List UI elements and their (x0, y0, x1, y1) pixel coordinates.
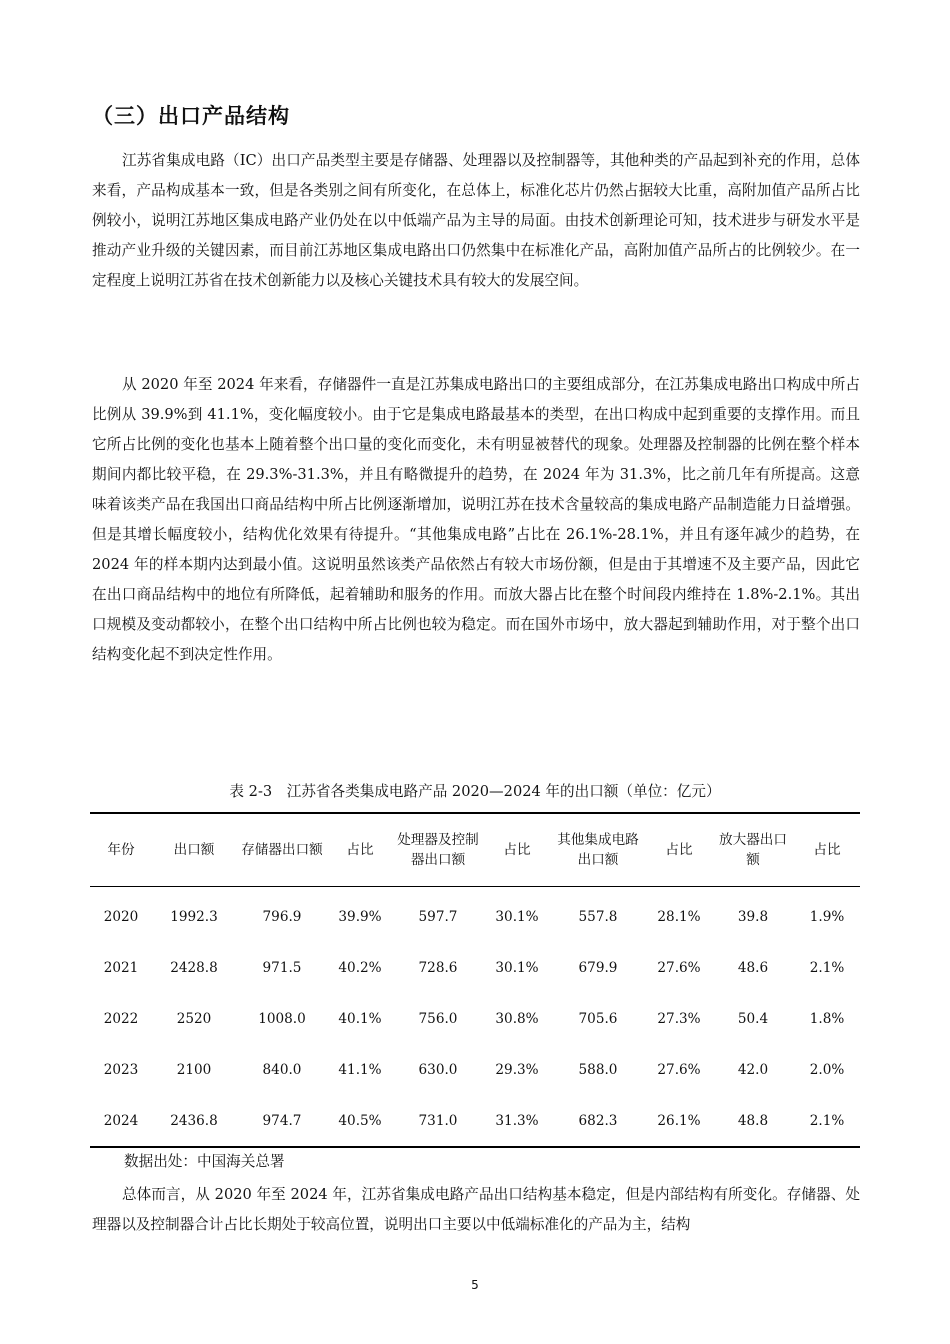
table-cell: 2022 (103, 1010, 139, 1027)
table-cell: 630.0 (418, 1061, 458, 1078)
table-cell: 1.8% (809, 1010, 845, 1027)
table-cell: 2428.8 (170, 959, 218, 976)
header-amplifier-share: 占比 (813, 842, 841, 858)
table-header-row (90, 813, 860, 887)
table-row (90, 887, 860, 943)
table-cell: 41.1% (338, 1061, 382, 1078)
table-cell: 48.6 (737, 959, 769, 976)
table-cell: 2.0% (809, 1061, 845, 1078)
table-cell: 26.1% (657, 1112, 701, 1129)
paragraph-1: 江苏省集成电路（IC）出口产品类型主要是存储器、处理器以及控制器等，其他种类的产品起到补充的作用，总体来看，产品构成基本一致，但是各类别之间有所变化，在总体上，标准化芯片仍然占据较大比重，高附加值产品所占比例较小，说明江苏地区集成电路产业仍处在以中低端产品为主导的局面。由技术创新理论可知，技术进步与研发水平是推动产业升级的关键因素，而目前江苏地区集成电路出口仍然集中在标准化产品，高附加值产品所占的比例较少。在一定程度上说明江苏省在技术创新能力以及核心关键技术具有较大的发展空间。 (92, 152, 860, 289)
table-cell: 29.3% (495, 1061, 539, 1078)
table-cell: 48.8 (737, 1112, 769, 1129)
table-cell: 27.3% (657, 1010, 701, 1027)
header-processor-share: 占比 (503, 842, 531, 858)
table-row (90, 942, 860, 993)
table-row (90, 1095, 860, 1147)
table-cell: 974.7 (262, 1112, 302, 1129)
paragraph-3: 总体而言，从 2020 年至 2024 年，江苏省集成电路产品出口结构基本稳定，但是内部结构有所变化。存储器、处理器以及控制器合计占比长期处于较高位置，说明出口主要以中低端标准化的产品为主，结构 (92, 1186, 860, 1233)
table-cell: 28.1% (657, 908, 701, 925)
table-cell: 840.0 (262, 1061, 302, 1078)
table-cell: 30.1% (495, 959, 539, 976)
table-cell: 971.5 (262, 959, 302, 976)
table-cell: 2.1% (809, 959, 845, 976)
header-export-total: 出口额 (173, 842, 215, 858)
table-cell: 2021 (103, 959, 139, 976)
table-cell: 597.7 (418, 908, 458, 925)
header-processor-export: 处理器及控制器出口额 (397, 832, 479, 868)
section-heading: （三）出口产品结构 (92, 104, 290, 128)
table-cell: 2024 (103, 1112, 139, 1129)
table-cell: 679.9 (578, 959, 618, 976)
table-cell: 40.2% (338, 959, 382, 976)
table-cell: 682.3 (578, 1112, 618, 1129)
table-cell: 40.5% (338, 1112, 382, 1129)
table-cell: 2100 (176, 1061, 212, 1078)
header-other-ic-share: 占比 (665, 842, 693, 858)
table-cell: 1992.3 (170, 908, 218, 925)
table-cell: 42.0 (737, 1061, 769, 1078)
header-memory-share: 占比 (346, 842, 374, 858)
table-cell: 705.6 (578, 1010, 618, 1027)
table-row (90, 1044, 860, 1095)
table-cell: 796.9 (262, 908, 302, 925)
table-cell: 2020 (103, 908, 139, 925)
table-cell: 1.9% (809, 908, 845, 925)
table-row (90, 993, 860, 1044)
data-source-note: 数据出处：中国海关总署 (124, 1153, 285, 1170)
paragraph-2: 从 2020 年至 2024 年来看，存储器件一直是江苏集成电路出口的主要组成部分，在江苏集成电路出口构成中所占比例从 39.9%到 41.1%，变化幅度较小。由于它是集成电路最基本的类型，在出口构成中起到重要的支撑作用。而且它所占比例的变化也基本上随着整个出口量的变化而变化，未有明显被替代的现象。处理器及控制器的比例在整个样本期间内都比较平稳，在 29.3%-31.3%，并且有略微提升的趋势，在 2024 年为 31.3%，比之前几年有所提高。这意味着该类产品在我国出口商品结构中所占比例逐渐增加，说明江苏在技术含量较高的集成电路产品制造能力日益增强。但是其增长幅度较小，结构优化效果有待提升。“其他集成电路”占比在 26.1%-28.1%，并且有逐年减少的趋势，在 2024 年的样本期内达到最小值。这说明虽然该类产品依然占有较大市场份额，但是由于其增速不及主要产品，因此它在出口商品结构中的地位有所降低，起着辅助和服务的作用。而放大器占比在整个时间段内维持在 1.8%-2.1%。其出口规模及变动都较小，在整个出口结构中所占比例也较为稳定。而在国外市场中，放大器起到辅助作用，对于整个出口结构变化起不到决定性作用。 (92, 376, 860, 663)
header-memory-export: 存储器出口额 (241, 842, 323, 858)
export-table (90, 812, 860, 1148)
table-caption: 表 2-3 江苏省各类集成电路产品 2020—2024 年的出口额（单位：亿元） (229, 783, 721, 800)
table-cell: 40.1% (338, 1010, 382, 1027)
page-number: 5 (471, 1278, 479, 1292)
table-cell: 2520 (176, 1010, 212, 1027)
table-cell: 2.1% (809, 1112, 845, 1129)
table-cell: 728.6 (418, 959, 458, 976)
table-cell: 588.0 (578, 1061, 618, 1078)
table-cell: 31.3% (495, 1112, 539, 1129)
table-cell: 50.4 (737, 1010, 769, 1027)
table-cell: 2436.8 (170, 1112, 218, 1129)
table-cell: 557.8 (578, 908, 618, 925)
table-cell: 731.0 (418, 1112, 458, 1129)
table-cell: 27.6% (657, 1061, 701, 1078)
table-cell: 30.1% (495, 908, 539, 925)
table-cell: 39.9% (338, 908, 382, 925)
table-cell: 1008.0 (258, 1010, 306, 1027)
table-cell: 27.6% (657, 959, 701, 976)
table-cell: 30.8% (495, 1010, 539, 1027)
table-cell: 756.0 (418, 1010, 458, 1027)
header-other-ic-export: 其他集成电路出口额 (557, 832, 639, 868)
header-amplifier-export: 放大器出口额 (719, 832, 787, 868)
table-cell: 39.8 (737, 908, 769, 925)
header-year: 年份 (107, 842, 135, 858)
table-cell: 2023 (103, 1061, 139, 1078)
